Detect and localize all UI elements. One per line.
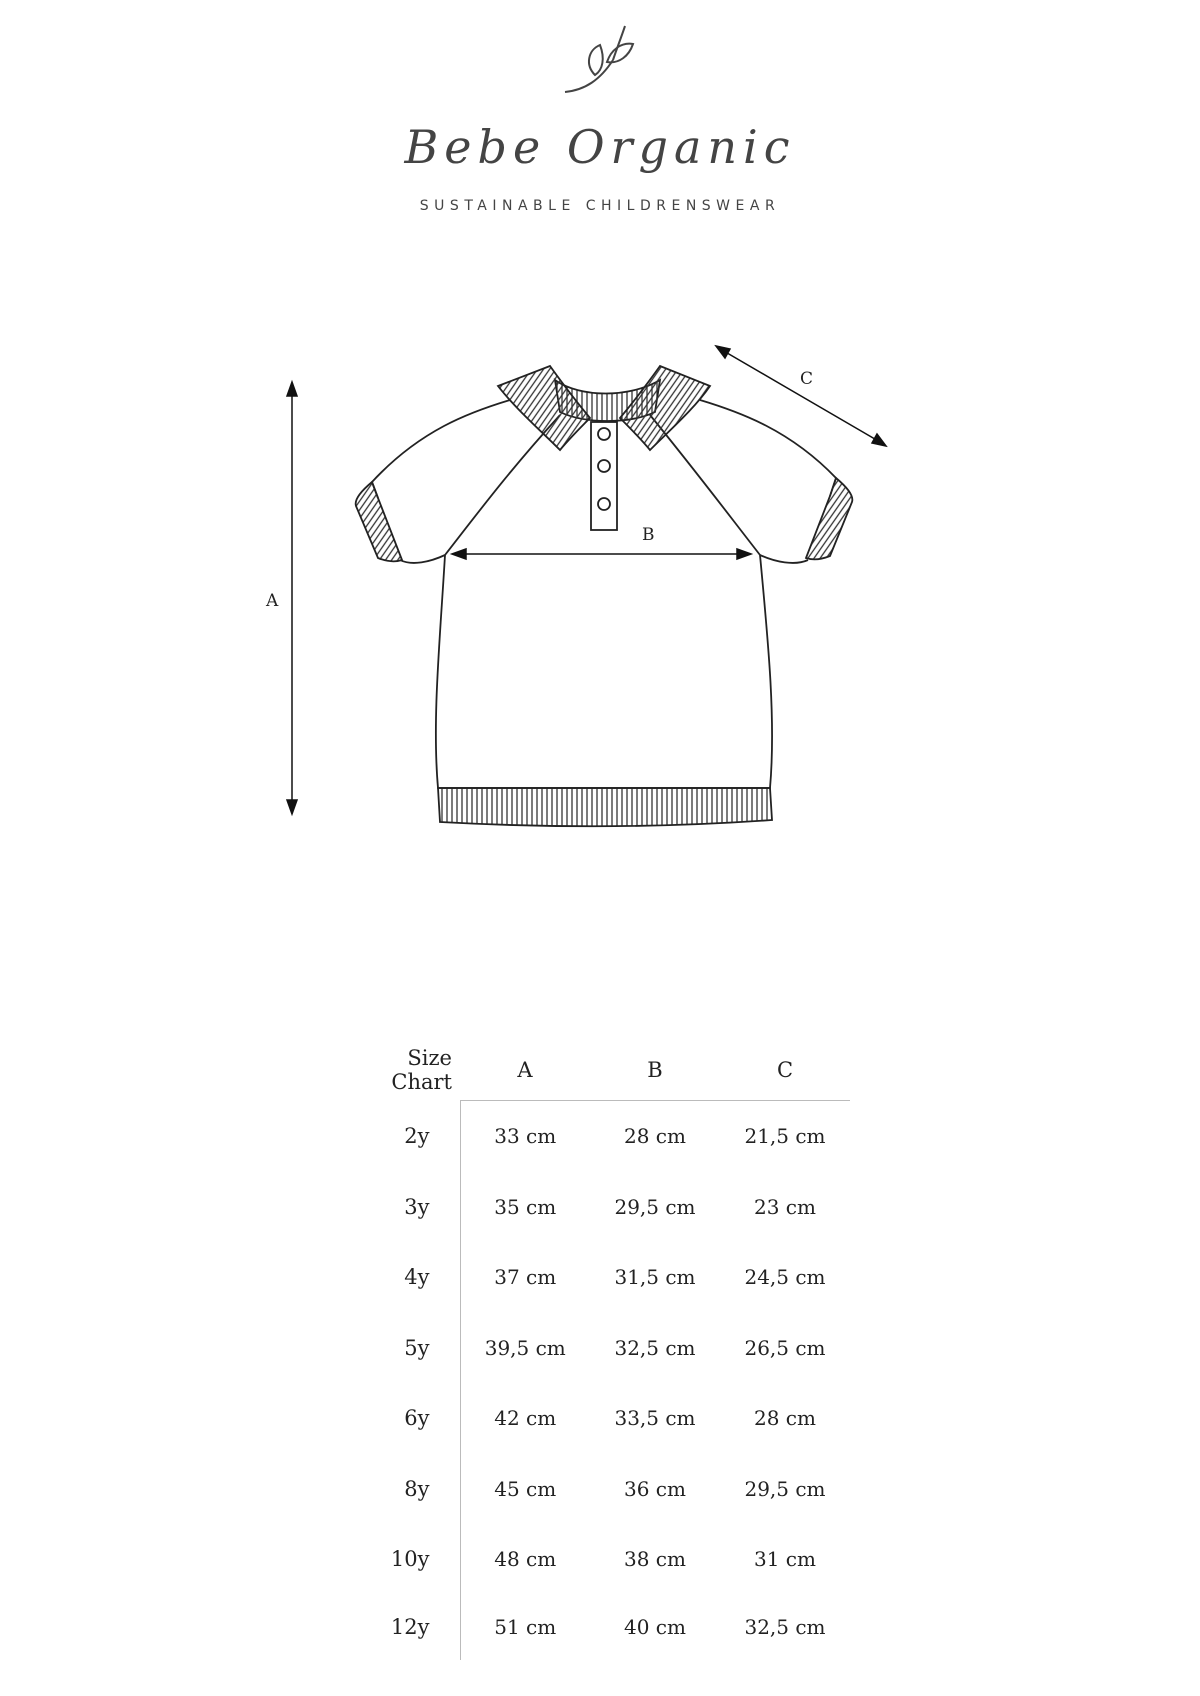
measure-a: 33 cm (494, 1124, 557, 1149)
column-header-a: A (460, 1040, 590, 1101)
measure-c: 23 cm (754, 1194, 816, 1219)
dimension-a-arrow (287, 382, 297, 814)
size-label: 3y (356, 1172, 460, 1243)
measure-a: 35 cm (494, 1194, 557, 1219)
table-row (356, 1101, 850, 1172)
table-row (356, 1524, 850, 1595)
measure-a: 48 cm (494, 1547, 557, 1572)
table-row (356, 1595, 850, 1660)
label-b: B (642, 525, 655, 545)
measure-a: 37 cm (494, 1265, 557, 1290)
table-row (356, 1313, 850, 1384)
brand-tagline: SUSTAINABLE CHILDRENSWEAR (419, 198, 781, 214)
measure-c: 24,5 cm (744, 1265, 826, 1290)
measure-a: 42 cm (494, 1406, 557, 1431)
size-label: 6y (356, 1383, 460, 1454)
measure-c: 28 cm (754, 1406, 816, 1431)
measure-b: 40 cm (624, 1615, 686, 1639)
size-label: 8y (356, 1454, 460, 1525)
measure-a: 45 cm (494, 1476, 557, 1501)
column-header-c: C (720, 1040, 850, 1101)
polo-shirt (356, 366, 853, 826)
label-c: C (800, 369, 814, 389)
measure-a: 51 cm (494, 1615, 557, 1639)
size-label: 5y (356, 1313, 460, 1384)
measure-b: 33,5 cm (614, 1406, 696, 1431)
table-row (356, 1383, 850, 1454)
measure-b: 36 cm (624, 1476, 686, 1501)
size-chart-header-row (356, 1040, 850, 1101)
measure-b: 28 cm (624, 1124, 686, 1149)
measure-b: 31,5 cm (614, 1265, 696, 1290)
size-label: 10y (356, 1524, 460, 1595)
measure-c: 32,5 cm (744, 1615, 826, 1639)
measure-a: 39,5 cm (484, 1335, 566, 1360)
dimension-c-arrow (716, 346, 886, 446)
column-header-b: B (590, 1040, 720, 1101)
table-row (356, 1172, 850, 1243)
brand-name: Bebe Organic (404, 120, 796, 174)
table-row (356, 1454, 850, 1525)
label-a: A (266, 591, 279, 611)
measure-c: 29,5 cm (744, 1476, 826, 1501)
measure-c: 26,5 cm (744, 1335, 826, 1360)
size-chart-title: Size Chart (391, 1046, 452, 1095)
measure-b: 29,5 cm (614, 1194, 696, 1219)
size-label: 4y (356, 1242, 460, 1313)
table-row (356, 1242, 850, 1313)
measure-b: 38 cm (624, 1547, 686, 1572)
measure-c: 31 cm (754, 1547, 816, 1572)
size-label: 2y (356, 1101, 460, 1172)
size-label: 12y (356, 1595, 460, 1660)
size-chart-table (356, 1040, 850, 1660)
measure-c: 21,5 cm (744, 1124, 826, 1149)
measure-b: 32,5 cm (614, 1335, 696, 1360)
dimension-b-arrow (452, 549, 751, 559)
